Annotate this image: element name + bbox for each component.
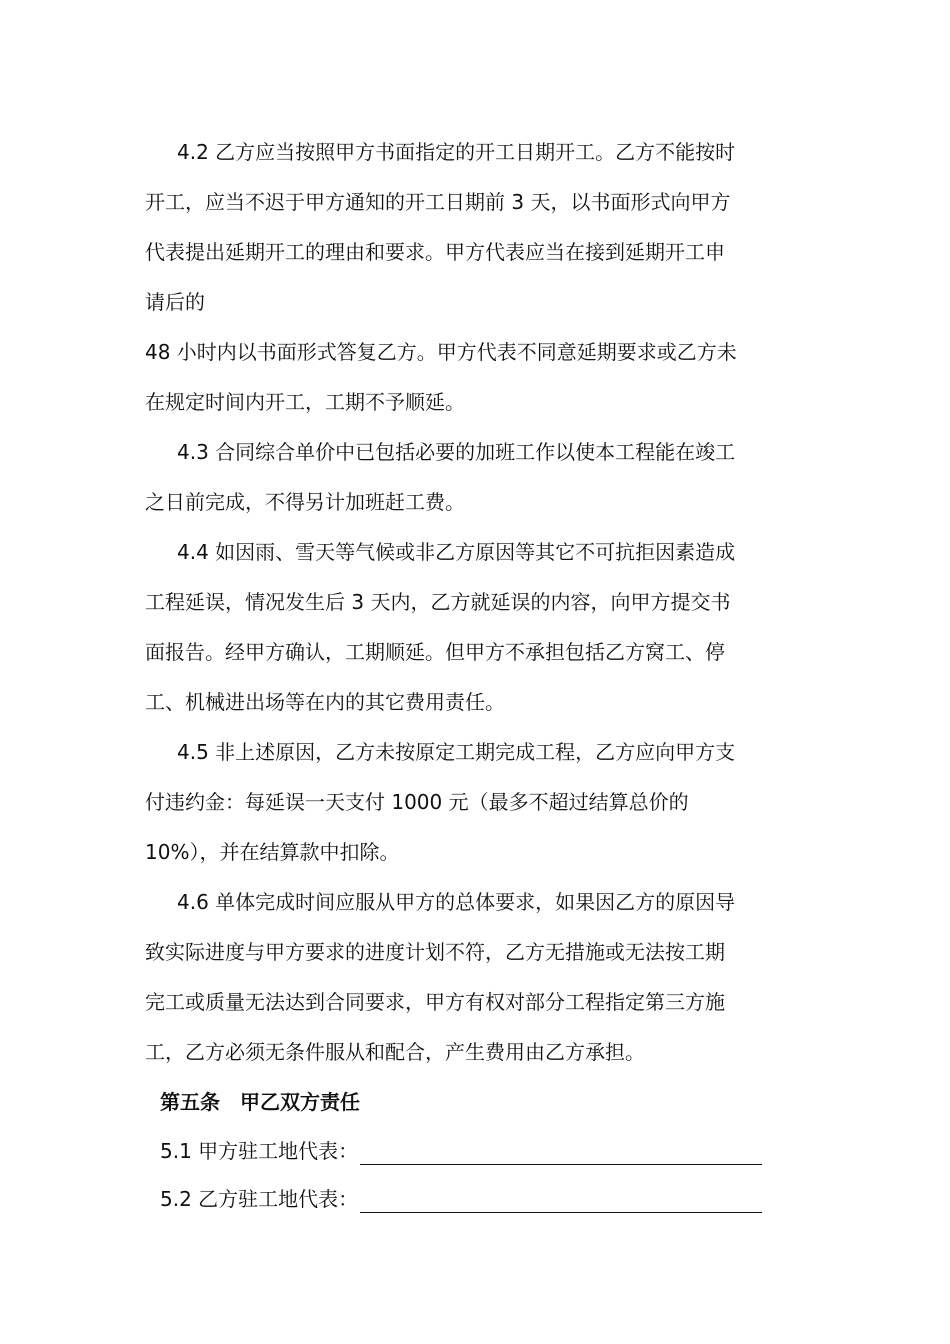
section-heading: 第五条 甲乙双方责任 xyxy=(160,1090,360,1114)
paragraph-4-4 xyxy=(145,527,805,727)
text-line: 致实际进度与甲方要求的进度计划不符，乙方无措施或无法按工期 xyxy=(145,940,725,964)
text-line: 4.3 合同综合单价中已包括必要的加班工作以使本工程能在竣工 xyxy=(177,440,736,464)
fill-in-blank[interactable] xyxy=(360,1186,762,1213)
text-line: 在规定时间内开工，工期不予顺延。 xyxy=(145,390,465,414)
text-line: 请后的 xyxy=(145,290,205,314)
paragraph-4-2 xyxy=(145,127,805,327)
text-line: 付违约金：每延误一天支付 1000 元（最多不超过结算总价的 xyxy=(145,790,689,814)
text-line: 完工或质量无法达到合同要求，甲方有权对部分工程指定第三方施 xyxy=(145,990,725,1014)
document-body xyxy=(145,127,805,1223)
paragraph-4-6 xyxy=(145,877,805,1077)
text-line: 之日前完成，不得另计加班赶工费。 xyxy=(145,490,465,514)
text-line: 4.5 非上述原因，乙方未按原定工期完成工程，乙方应向甲方支 xyxy=(177,740,736,764)
field-label: 5.1 甲方驻工地代表： xyxy=(160,1139,359,1163)
text-line: 48 小时内以书面形式答复乙方。甲方代表不同意延期要求或乙方未 xyxy=(145,340,737,364)
text-line: 4.2 乙方应当按照甲方书面指定的开工日期开工。乙方不能按时 xyxy=(177,140,736,164)
paragraph-4-2-continued xyxy=(145,327,805,427)
text-line: 开工，应当不迟于甲方通知的开工日期前 3 天，以书面形式向甲方 xyxy=(145,190,731,214)
paragraph-4-3 xyxy=(145,427,805,527)
field-label: 5.2 乙方驻工地代表： xyxy=(160,1187,359,1211)
text-line: 代表提出延期开工的理由和要求。甲方代表应当在接到延期开工申 xyxy=(145,240,725,264)
text-line: 4.6 单体完成时间应服从甲方的总体要求，如果因乙方的原因导 xyxy=(177,890,736,914)
text-line: 工，乙方必须无条件服从和配合，产生费用由乙方承担。 xyxy=(145,1040,645,1064)
text-line: 面报告。经甲方确认，工期顺延。但甲方不承担包括乙方窝工、停 xyxy=(145,640,725,664)
party-b-representative-field xyxy=(145,1175,805,1223)
text-line: 4.4 如因雨、雪天等气候或非乙方原因等其它不可抗拒因素造成 xyxy=(177,540,736,564)
text-line: 10%），并在结算款中扣除。 xyxy=(145,840,400,864)
text-line: 工、机械进出场等在内的其它费用责任。 xyxy=(145,690,505,714)
party-a-representative-field xyxy=(145,1127,805,1175)
text-line: 工程延误，情况发生后 3 天内，乙方就延误的内容，向甲方提交书 xyxy=(145,590,731,614)
fill-in-blank[interactable] xyxy=(360,1138,762,1165)
paragraph-4-5 xyxy=(145,727,805,877)
